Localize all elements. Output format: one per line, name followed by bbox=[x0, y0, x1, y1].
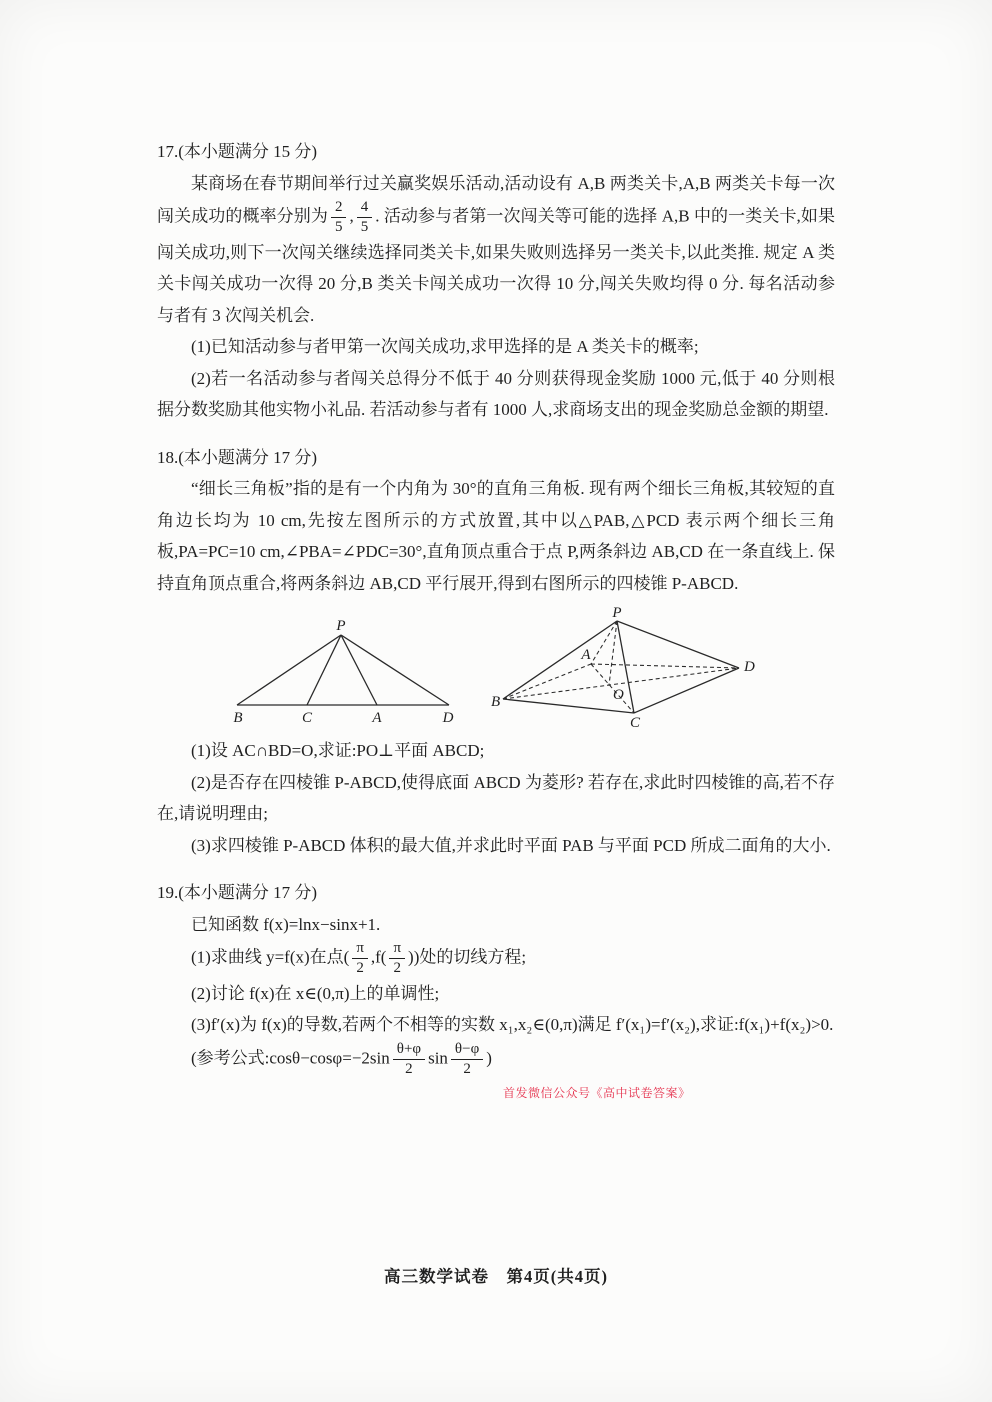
problem-19-part-1 bbox=[157, 940, 835, 978]
exam-content bbox=[157, 136, 835, 1078]
fraction-denominator: 2 bbox=[463, 1060, 471, 1077]
vertex-label-B: B bbox=[233, 710, 243, 726]
vertex-label-A: A bbox=[372, 710, 382, 726]
figure-row bbox=[227, 607, 835, 731]
problem-19-part-3: (3)f′(x)为 f(x)的导数,若两个不相等的实数 x₁,x₂∈(0,π)满足 f′(x₁)=f′(x₂),求证:f(x₁)+f(x₂)>0. bbox=[191, 1015, 834, 1034]
vertex-label-A: A bbox=[581, 647, 591, 663]
fraction-separator: , bbox=[349, 206, 354, 226]
problem-19-part-1-text-1: (1)求曲线 y=f(x)在点( bbox=[191, 947, 350, 967]
fraction-four-fifths bbox=[357, 199, 373, 237]
fraction-denominator: 5 bbox=[360, 219, 369, 236]
problem-18-part-2: (2)是否存在四棱锥 P-ABCD,使得底面 ABCD 为菱形? 若存在,求此时四棱锥的高,若不存在,请说明理由; bbox=[157, 772, 835, 823]
fraction-numerator: 2 bbox=[331, 199, 347, 218]
reference-formula-text-1: (参考公式:cosθ−cosφ=−2sin bbox=[191, 1048, 390, 1068]
problem-17-body bbox=[157, 168, 835, 332]
vertex-label-D: D bbox=[744, 659, 755, 675]
problem-19 bbox=[157, 877, 835, 1078]
fraction-numerator: θ+φ bbox=[393, 1041, 425, 1060]
problem-17-body-text-2: . 活动参与者第一次闯关等可能的选择 A,B 中的一类关卡,如果闯关成功,则下一次闯关继续选择同类关卡,如果失败则选择另一类关卡,以此类推. 规定 A 类关卡闯关成功一次得 20 分,B 类关卡闯关成功一次得 10 分,闯关失败均得 0 分. 每名活动参与者有 3 次闯关机会. bbox=[157, 206, 835, 325]
problem-18-part-1: (1)设 AC∩BD=O,求证:PO⊥平面 ABCD; bbox=[191, 741, 485, 760]
fraction-numerator: 4 bbox=[357, 199, 373, 218]
fraction-two-fifths bbox=[331, 199, 347, 237]
vertex-label-C: C bbox=[301, 710, 313, 726]
problem-17-part-2: (2)若一名活动参与者闯关总得分不低于 40 分则获得现金奖励 1000 元,低于 40 分则根据分数奖励其他实物小礼品. 若活动参与者有 1000 人,求商场支出的现金奖励总金额的期望. bbox=[157, 368, 835, 419]
fraction-numerator: θ−φ bbox=[451, 1041, 483, 1060]
fraction-denominator: 2 bbox=[356, 960, 364, 977]
problem-18-title: 18.(本小题满分 17 分) bbox=[157, 447, 318, 467]
vertex-label-P: P bbox=[612, 607, 622, 621]
fraction-pi-over-2 bbox=[389, 940, 405, 978]
problem-19-body: 已知函数 f(x)=lnx−sinx+1. bbox=[191, 914, 381, 934]
problem-19-part-2: (2)讨论 f(x)在 x∈(0,π)上的单调性; bbox=[191, 983, 440, 1003]
left-figure-triangles bbox=[227, 619, 459, 731]
vertex-label-P: P bbox=[336, 619, 346, 634]
triangle-labels bbox=[233, 619, 453, 726]
reference-formula-text-2: sin bbox=[428, 1048, 448, 1068]
problem-19-part-1-text-2: ,f( bbox=[370, 947, 387, 967]
page-footer: 高三数学试卷 第4页(共4页) bbox=[384, 1267, 608, 1286]
vertex-label-O: O bbox=[613, 687, 624, 703]
fraction-denominator: 5 bbox=[334, 219, 343, 236]
vertex-label-C: C bbox=[629, 715, 641, 731]
problem-18-part-3: (3)求四棱锥 P-ABCD 体积的最大值,并求此时平面 PAB 与平面 PCD 所成二面角的大小. bbox=[191, 835, 831, 855]
right-figure-pyramid bbox=[489, 607, 761, 731]
fraction-pi-over-2 bbox=[352, 940, 368, 978]
fraction-numerator: π bbox=[352, 940, 368, 959]
problem-18-body: “细长三角板”指的是有一个内角为 30°的直角三角板. 现有两个细长三角板,其较短的直角边长均为 10 cm,先按左图所示的方式放置,其中以△PAB,△PCD 表示两个细长三角板,PA=PC=10 cm,∠PBA=∠PDC=30°,直角顶点重合于点 P,两条斜边 AB,CD 在一条直线上. 保持直角顶点重合,将两条斜边 AB,CD 平行展开,得到右图所示的四棱锥 P-ABCD. bbox=[157, 479, 835, 593]
problem-19-part-1-text-3: ))处的切线方程; bbox=[408, 947, 527, 967]
vertex-label-B: B bbox=[491, 694, 501, 710]
fraction-theta-minus-phi-over-2 bbox=[451, 1041, 483, 1079]
fraction-theta-plus-phi-over-2 bbox=[393, 1041, 425, 1079]
reference-formula-text-3: ) bbox=[486, 1048, 492, 1068]
vertex-label-D: D bbox=[442, 710, 454, 726]
problem-19-title: 19.(本小题满分 17 分) bbox=[157, 883, 318, 902]
problem-19-reference-formula bbox=[157, 1041, 835, 1079]
triangle-edges bbox=[237, 635, 449, 705]
problem-17-title: 17.(本小题满分 15 分) bbox=[157, 142, 318, 161]
fraction-numerator: π bbox=[389, 940, 405, 959]
problem-17 bbox=[157, 136, 835, 426]
red-watermark-text: 首发微信公众号《高中试卷答案》 bbox=[503, 1086, 691, 1100]
fraction-denominator: 2 bbox=[405, 1060, 413, 1077]
problem-18 bbox=[157, 442, 835, 862]
problem-17-body-text-1: 某商场在春节期间举行过关赢奖娱乐活动,活动设有 A,B 两类关卡,A,B 两类关卡每一次闯关成功的概率分别为 bbox=[157, 173, 835, 226]
fraction-denominator: 2 bbox=[393, 960, 401, 977]
problem-17-part-1: (1)已知活动参与者甲第一次闯关成功,求甲选择的是 A 类关卡的概率; bbox=[191, 337, 699, 356]
